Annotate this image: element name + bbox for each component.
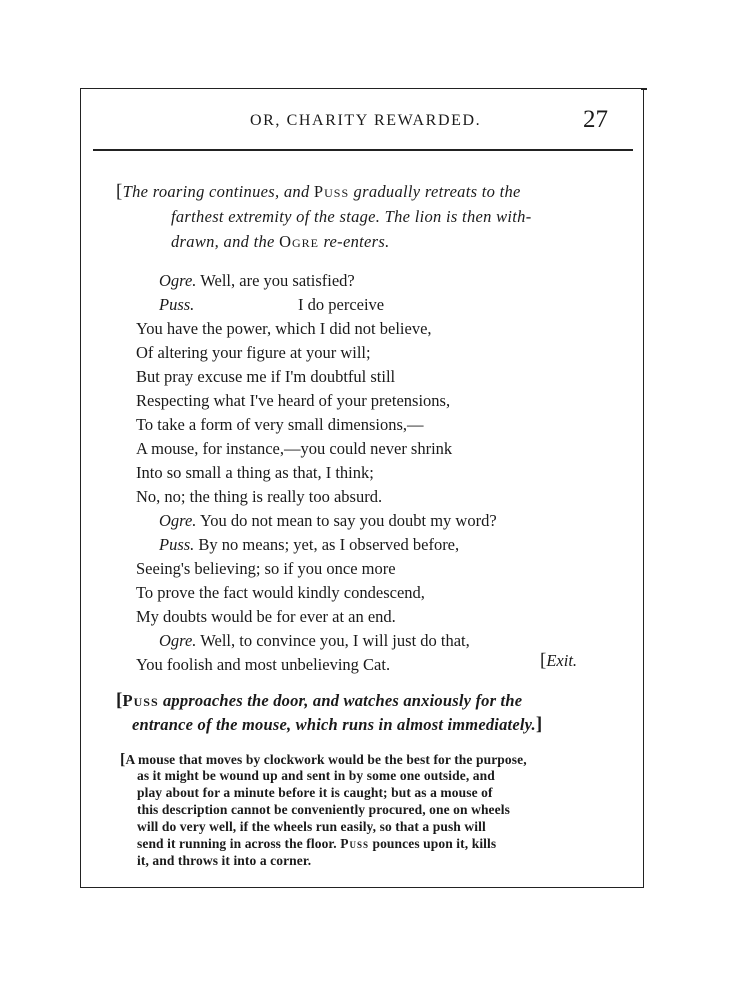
stage-direction-line	[132, 714, 542, 736]
note-line: this description cannot be conveniently procured, one on wheels	[137, 802, 510, 817]
verse-text: Well, to convince you, I will just do that,	[196, 631, 470, 650]
note-text: send it running in across the floor.	[137, 836, 341, 851]
verse-line	[159, 295, 385, 315]
verse-line: A mouse, for instance,—you could never shrink	[136, 439, 453, 458]
verse-line: To prove the fact would kindly condescend,	[136, 583, 425, 602]
exit-text: Exit.	[546, 651, 578, 670]
note-line	[120, 751, 527, 769]
verse-text: I do perceive	[298, 295, 385, 314]
open-bracket: [	[120, 751, 126, 768]
stage-direction-line: farthest extremity of the stage. The lion is then with-	[171, 207, 532, 226]
verse-text: Well, are you satisfied?	[196, 271, 355, 290]
verse-line: Respecting what I've heard of your pretensions,	[136, 391, 451, 410]
note-line: play about for a minute before it is caught; but as a mouse of	[137, 785, 493, 800]
verse-line	[159, 511, 497, 531]
verse-line: You foolish and most unbelieving Cat.	[136, 655, 391, 674]
frame-corner-mark	[641, 88, 647, 90]
character-name: Puss	[122, 691, 159, 710]
verse-line: My doubts would be for ever at an end.	[136, 607, 396, 626]
speaker-name: Ogre.	[159, 631, 197, 650]
note-text: pounces upon it, kills	[369, 836, 497, 851]
stage-direction-line	[116, 690, 522, 712]
speaker-name: Puss.	[159, 295, 195, 314]
page-header	[80, 108, 642, 138]
speaker-name: Puss.	[159, 535, 195, 554]
stage-direction-text: The roaring continues, and	[122, 182, 314, 201]
stage-direction-text: gradually retreats to the	[349, 182, 521, 201]
verse-line: You have the power, which I did not believe,	[136, 319, 432, 338]
note-line: it, and throws it into a corner.	[137, 853, 312, 868]
stage-direction-line	[116, 181, 521, 203]
note-line: as it might be wound up and sent in by some one outside, and	[137, 768, 495, 783]
verse-line: Into so small a thing as that, I think;	[136, 463, 374, 482]
verse-text: You do not mean to say you doubt my word?	[196, 511, 497, 530]
stage-direction-text: drawn, and the	[171, 232, 280, 251]
stage-direction-text: approaches the door, and watches anxiously for the	[158, 691, 523, 710]
verse-line: No, no; the thing is really too absurd.	[136, 487, 383, 506]
stage-direction-line	[171, 232, 390, 252]
stage-direction-text: entrance of the mouse, which runs in almost immediately.	[132, 715, 536, 734]
verse-line	[159, 631, 470, 651]
exit-direction	[540, 650, 577, 672]
open-bracket: [	[540, 650, 547, 671]
open-bracket: [	[116, 181, 123, 202]
stage-direction-text: re-enters.	[319, 232, 390, 251]
header-rule	[93, 149, 633, 151]
verse-line: Of altering your figure at your will;	[136, 343, 371, 362]
note-line	[137, 836, 496, 852]
verse-line: To take a form of very small dimensions,—	[136, 415, 424, 434]
verse-line	[159, 535, 459, 555]
verse-text: By no means; yet, as I observed before,	[194, 535, 460, 554]
verse-line: But pray excuse me if I'm doubtful still	[136, 367, 396, 386]
verse-line: Seeing's believing; so if you once more	[136, 559, 396, 578]
speaker-name: Ogre.	[159, 271, 197, 290]
note-text: A mouse that moves by clockwork would be the best for the purpose,	[125, 752, 527, 767]
character-name: Puss	[313, 182, 350, 201]
open-bracket: [	[116, 690, 123, 711]
note-line: will do very well, if the wheels run easily, so that a push will	[137, 819, 486, 834]
running-head: OR, CHARITY REWARDED.	[250, 112, 482, 129]
character-name: Ogre	[279, 232, 320, 251]
character-name: Puss	[340, 836, 369, 851]
verse-line	[159, 271, 355, 291]
close-bracket: ]	[535, 714, 543, 735]
speaker-name: Ogre.	[159, 511, 197, 530]
page-number: 27	[583, 106, 608, 133]
